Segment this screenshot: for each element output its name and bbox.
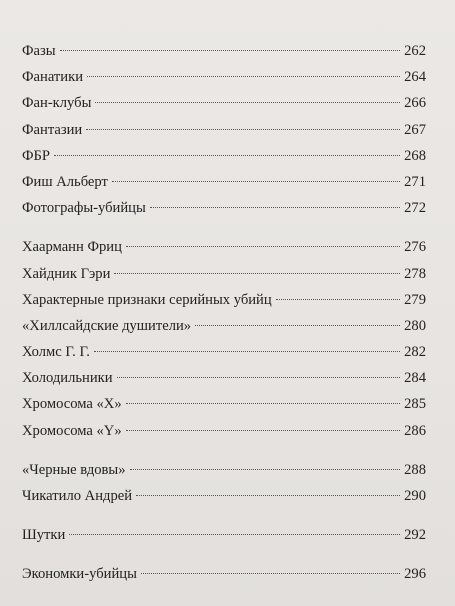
toc-entry	[22, 339, 426, 365]
toc-entry	[22, 169, 426, 195]
toc-entry-title: Хайдник Гэри	[22, 265, 111, 282]
toc-entry	[22, 38, 426, 64]
toc-group-f	[22, 38, 426, 221]
toc-entry	[22, 117, 426, 143]
dot-leader	[112, 181, 400, 182]
toc-entry-page: 296	[404, 566, 426, 583]
toc-entry-title: Фиш Альберт	[22, 173, 108, 190]
dot-leader	[95, 102, 400, 103]
toc-entry-page: 290	[404, 488, 426, 504]
dot-leader	[87, 76, 400, 77]
toc-entry-page: 266	[404, 95, 426, 112]
dot-leader	[136, 495, 400, 496]
toc-entry-title: Чикатило Андрей	[22, 488, 133, 504]
toc-entry-page: 276	[404, 239, 426, 256]
toc-entry-title: Фантазии	[22, 121, 83, 138]
toc-entry-title: Хромосома «Y»	[22, 422, 122, 439]
toc-entry	[22, 313, 426, 339]
toc-entry-title: Холмс Г. Г.	[22, 344, 90, 361]
toc-entry-page: 272	[404, 200, 426, 217]
toc-entry-title: Шутки	[22, 527, 66, 544]
dot-leader	[126, 403, 400, 404]
toc-entry-page: 285	[404, 396, 426, 413]
toc-entry-title: Хромосома «Х»	[22, 396, 122, 413]
toc-entry	[22, 64, 426, 90]
toc-entry-title: Характерные признаки серийных убийц	[22, 291, 272, 308]
table-of-contents	[22, 38, 426, 588]
toc-entry-page: 264	[404, 69, 426, 86]
toc-entry	[22, 483, 426, 509]
dot-leader	[54, 155, 400, 156]
toc-entry	[22, 261, 426, 287]
toc-entry-page: 267	[404, 121, 426, 138]
toc-entry-title: Холодильники	[22, 370, 113, 387]
toc-group-sh	[22, 522, 426, 548]
toc-entry	[22, 561, 426, 587]
toc-entry-page: 288	[404, 461, 426, 478]
toc-entry-page: 271	[404, 173, 426, 190]
toc-group-e	[22, 561, 426, 587]
toc-entry-page: 268	[404, 147, 426, 164]
dot-leader	[195, 325, 400, 326]
dot-leader	[60, 50, 401, 51]
toc-entry	[22, 287, 426, 313]
toc-entry-title: Фазы	[22, 43, 56, 59]
dot-leader	[114, 273, 400, 274]
toc-entry-page: 286	[404, 422, 426, 439]
toc-entry	[22, 522, 426, 548]
toc-entry-title: Фотографы-убийцы	[22, 200, 146, 217]
toc-entry-title: Фанатики	[22, 69, 84, 86]
toc-entry-title: Экономки-убийцы	[22, 566, 137, 583]
toc-entry	[22, 195, 426, 221]
dot-leader	[126, 246, 400, 247]
toc-group-kh	[22, 234, 426, 444]
toc-entry-page: 292	[404, 527, 426, 544]
toc-entry-title: ФБР	[22, 147, 51, 164]
toc-entry-page: 282	[404, 344, 426, 361]
toc-entry-page: 279	[404, 291, 426, 308]
toc-entry-title: «Черные вдовы»	[22, 461, 126, 478]
dot-leader	[150, 207, 400, 208]
dot-leader	[94, 351, 400, 352]
dot-leader	[86, 129, 400, 130]
toc-entry	[22, 143, 426, 169]
dot-leader	[276, 299, 400, 300]
toc-entry	[22, 365, 426, 391]
toc-entry	[22, 90, 426, 116]
dot-leader	[141, 573, 400, 574]
toc-entry-title: «Хиллсайдские душители»	[22, 317, 192, 334]
dot-leader	[69, 534, 400, 535]
toc-entry-page: 284	[404, 370, 426, 387]
toc-entry	[22, 457, 426, 483]
toc-entry-page: 278	[404, 265, 426, 282]
dot-leader	[117, 377, 401, 378]
dot-leader	[126, 430, 400, 431]
toc-group-ch	[22, 457, 426, 509]
dot-leader	[130, 469, 401, 470]
toc-entry-title: Фан-клубы	[22, 95, 92, 112]
toc-entry	[22, 234, 426, 260]
toc-entry-title: Хаарманн Фриц	[22, 239, 122, 256]
toc-entry-page: 262	[404, 43, 426, 59]
toc-entry-page: 280	[404, 317, 426, 334]
toc-entry	[22, 391, 426, 417]
toc-entry	[22, 418, 426, 444]
